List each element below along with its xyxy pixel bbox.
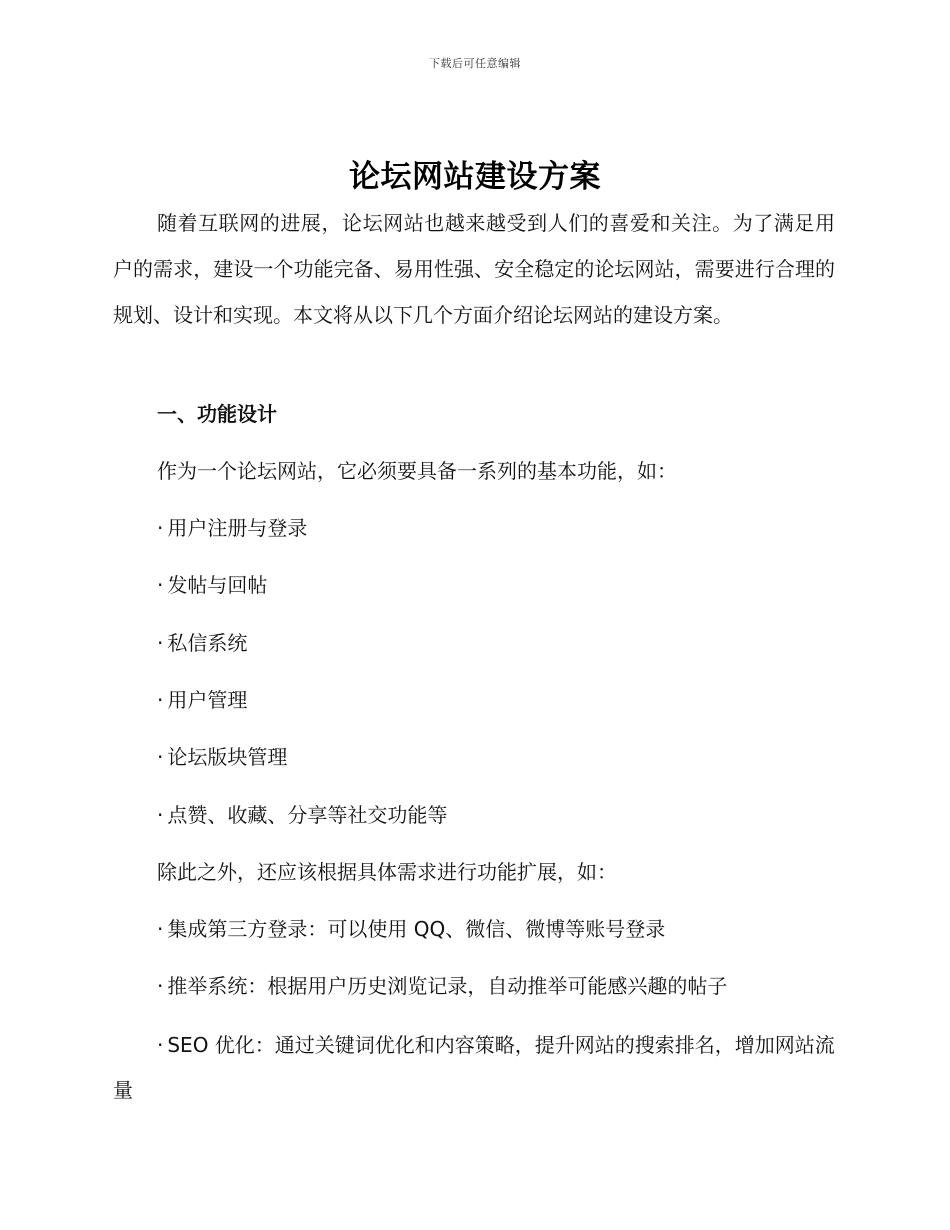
bullet-icon: ·: [157, 631, 164, 655]
section-lead: 作为一个论坛网站，它必须要具备一系列的基本功能，如：: [157, 459, 677, 483]
list-item-text: 集成第三方登录：可以使用 QQ、微信、微博等账号登录: [167, 917, 666, 941]
list-item: [157, 914, 665, 944]
bullet-icon: ·: [157, 688, 164, 712]
header-note: 下载后可任意编辑: [429, 57, 521, 70]
list-item-text: 私信系统: [167, 631, 248, 655]
extension-lead: 除此之外，还应该根据具体需求进行功能扩展，如：: [157, 860, 617, 884]
bullet-icon: ·: [157, 974, 164, 998]
bullet-icon: ·: [157, 516, 164, 540]
list-item: [157, 513, 307, 543]
list-item-text: 发帖与回帖: [167, 573, 268, 597]
list-item-text: 用户注册与登录: [167, 516, 308, 540]
bullet-icon: ·: [157, 1033, 164, 1057]
list-item: [113, 1023, 835, 1113]
list-item: [157, 628, 247, 658]
list-item: [157, 800, 447, 830]
list-item-text: 论坛版块管理: [167, 745, 288, 769]
intro-paragraph: 随着互联网的进展，论坛网站也越来越受到人们的喜爱和关注。为了满足用户的需求，建设一个功能完备、易用性强、安全稳定的论坛网站，需要进行合理的规划、设计和实现。本文将从以下几个方面介绍论坛网站的建设方案。: [113, 211, 835, 327]
list-item-text: 点赞、收藏、分享等社交功能等: [167, 803, 448, 827]
list-item-text: 用户管理: [167, 688, 248, 712]
bullet-icon: ·: [157, 573, 164, 597]
list-item: [157, 971, 727, 1001]
list-item: [157, 685, 247, 715]
section-heading: 一、功能设计: [157, 402, 277, 426]
bullet-icon: ·: [157, 803, 164, 827]
list-item-text: 推举系统：根据用户历史浏览记录，自动推举可能感兴趣的帖子: [167, 974, 728, 998]
document-title: 论坛网站建设方案: [349, 159, 601, 195]
bullet-icon: ·: [157, 917, 164, 941]
bullet-icon: ·: [157, 745, 164, 769]
list-item-text: SEO 优化：通过关键词优化和内容策略，提升网站的搜索排名，增加网站流量: [113, 1033, 835, 1102]
list-item: [157, 570, 267, 600]
list-item: [157, 742, 287, 772]
